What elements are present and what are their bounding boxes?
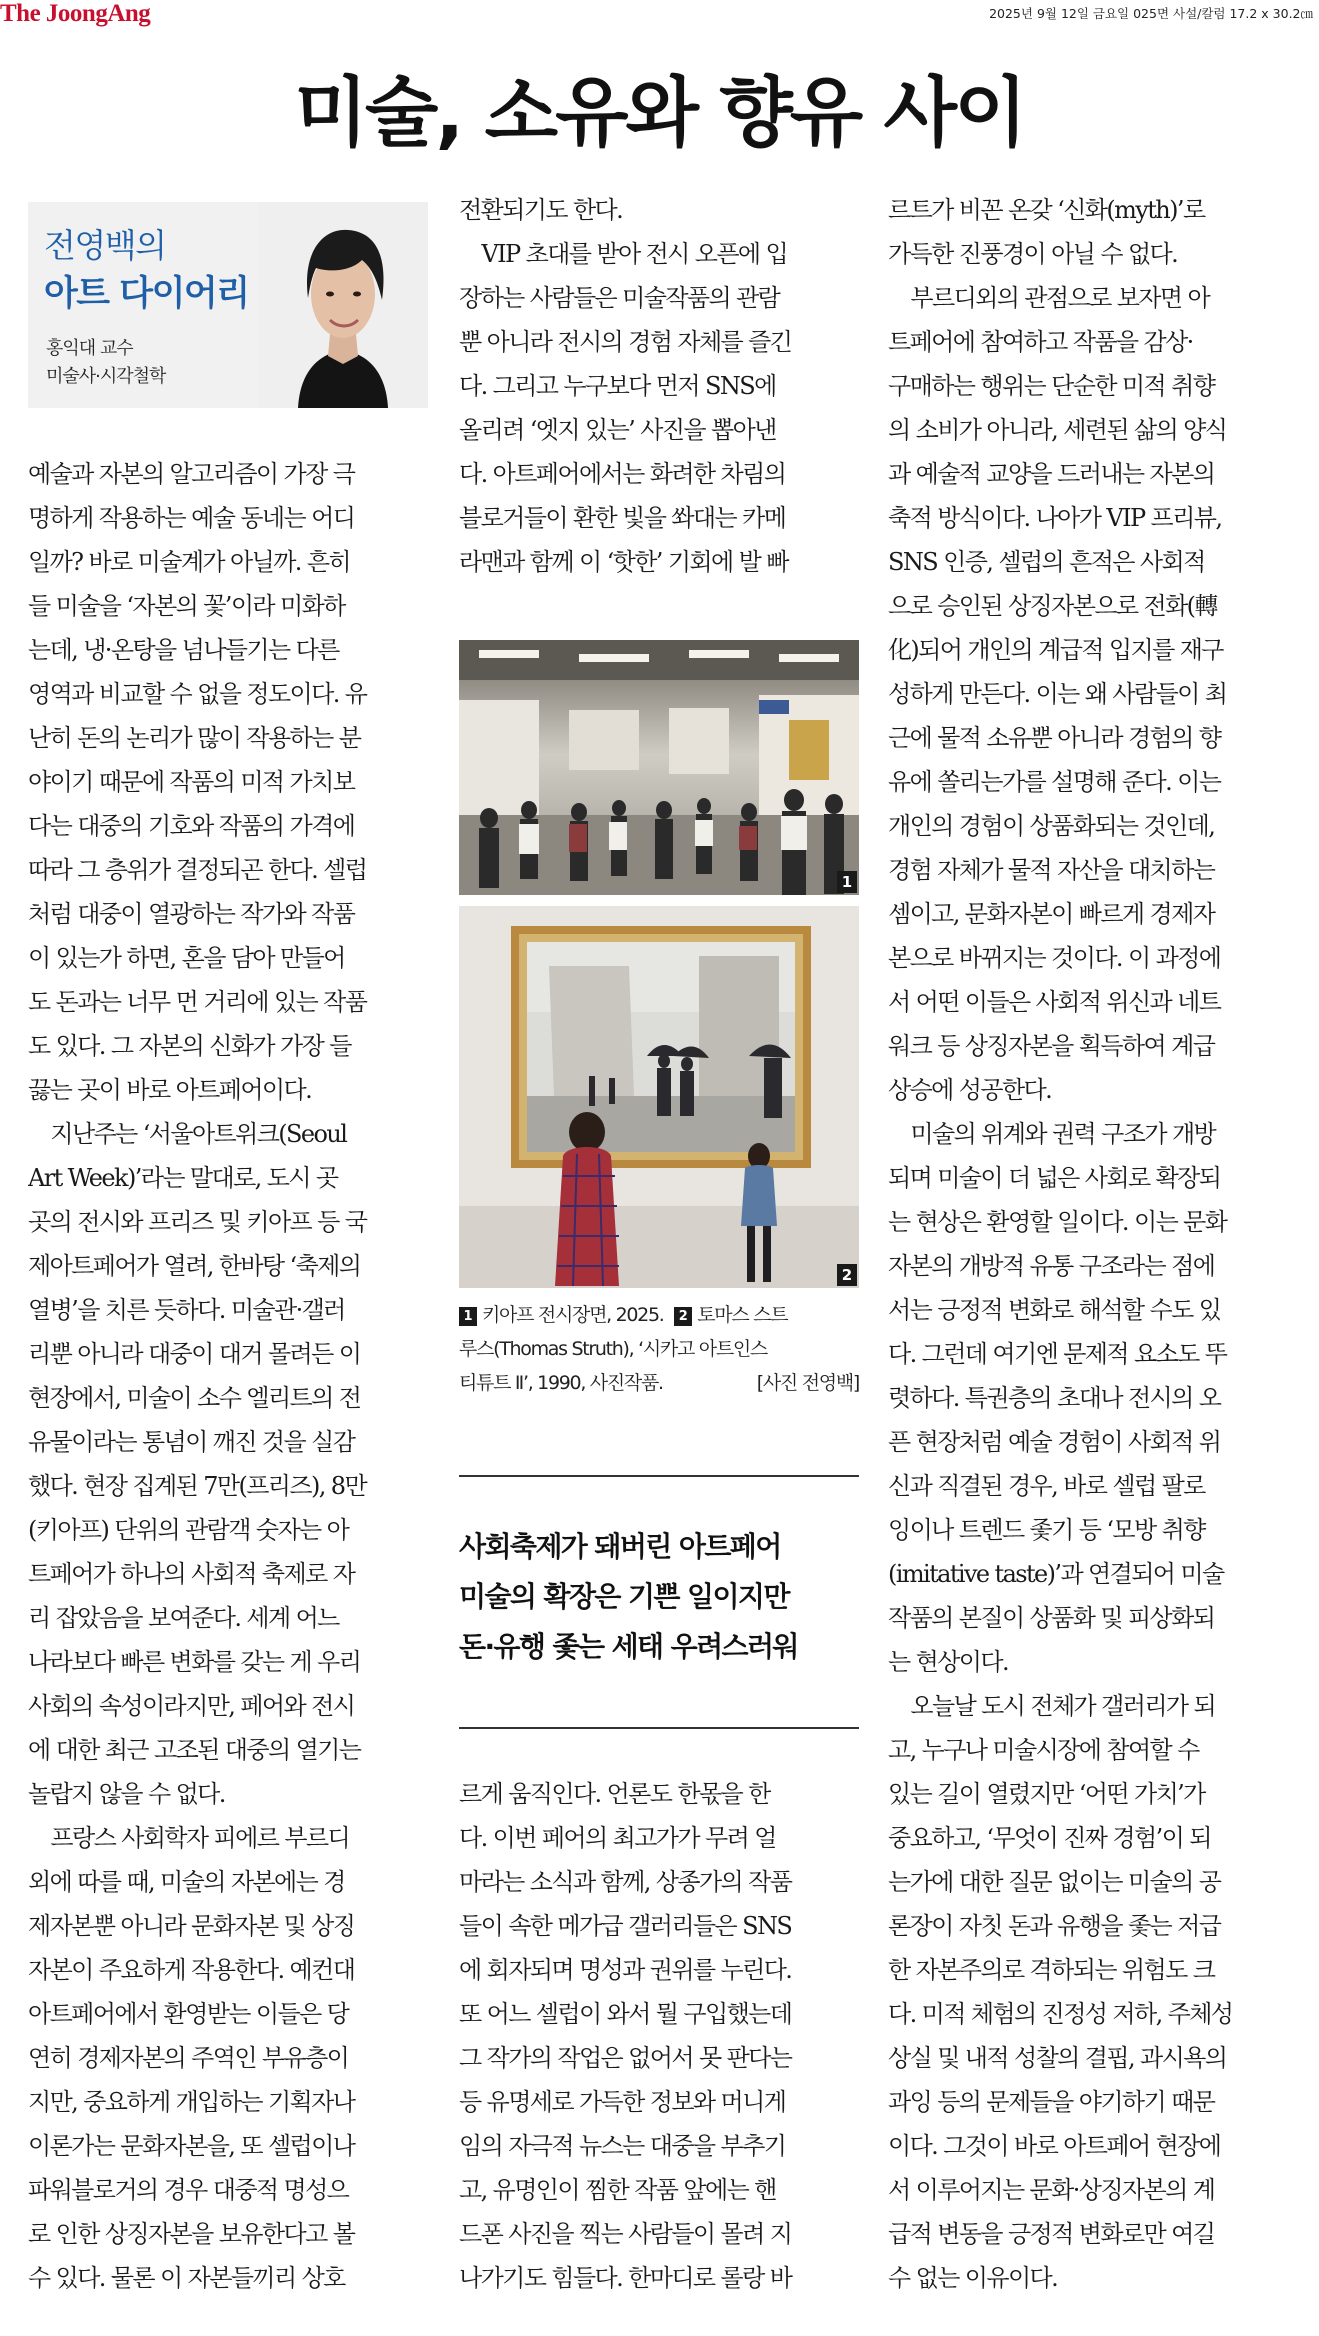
body-text-line: 놀랍지 않을 수 없다. xyxy=(28,1780,225,1808)
body-text-line: 리뿐 아니라 대중이 대거 몰려든 이 xyxy=(28,1340,361,1368)
body-text-line: 고, 누구나 미술시장에 참여할 수 xyxy=(888,1736,1199,1764)
series-title-top: 전영백의 xyxy=(44,226,166,265)
body-text-line: 서는 긍정적 변화로 해석할 수도 있 xyxy=(888,1296,1221,1324)
body-text-line: 등 유명세로 가득한 정보와 머니게 xyxy=(459,2088,786,2116)
article-column-2-top xyxy=(459,188,859,584)
body-text-line: 그 작가의 작업은 없어서 못 판다는 xyxy=(459,2044,792,2072)
article-headline: 미술, 소유와 향유 사이 xyxy=(294,68,1025,157)
body-text-line: 난히 돈의 논리가 많이 작용하는 분 xyxy=(28,724,361,752)
body-text-line: 근에 물적 소유뿐 아니라 경험의 향 xyxy=(888,724,1221,752)
pullquote-line: 사회축제가 돼버린 아트페어 xyxy=(459,1530,781,1563)
body-text-line: 처럼 대중이 열광하는 작가와 작품 xyxy=(28,900,355,928)
body-text-line: 명하게 작용하는 예술 동네는 어디 xyxy=(28,504,355,532)
body-text-line: 로 인한 상징자본을 보유한다고 볼 xyxy=(28,2220,355,2248)
body-text-line: 장하는 사람들은 미술작품의 관람 xyxy=(459,284,780,312)
body-text-line: 워크 등 상징자본을 획득하여 계급 xyxy=(888,1032,1215,1060)
body-text-line: 급적 변동을 긍정적 변화로만 여길 xyxy=(888,2220,1215,2248)
photo-number-badge-1: 1 xyxy=(837,871,857,893)
caption-number-1: 1 xyxy=(459,1307,477,1326)
body-text-line: 드폰 사진을 찍는 사람들이 몰려 지 xyxy=(459,2220,792,2248)
body-text-line: Art Week)’라는 말대로, 도시 곳 xyxy=(28,1164,338,1192)
body-text-line: 고, 유명인이 찜한 작품 앞에는 핸 xyxy=(459,2176,776,2204)
body-text-line: 구매하는 행위는 단순한 미적 취향 xyxy=(888,372,1215,400)
pullquote-line: 미술의 확장은 기쁜 일이지만 xyxy=(459,1580,789,1613)
body-text-line: 이 있는가 하면, 혼을 담아 만들어 xyxy=(28,944,345,972)
body-text-line: 본으로 바뀌지는 것이다. 이 과정에 xyxy=(888,944,1221,972)
body-text-line: 르게 움직인다. 언론도 한몫을 한 xyxy=(459,1780,770,1808)
body-text-line: 픈 현장처럼 예술 경험이 사회적 위 xyxy=(888,1428,1221,1456)
body-text-line: 축적 방식이다. 나아가 VIP 프리뷰, xyxy=(888,504,1222,532)
caption-number-2: 2 xyxy=(674,1307,692,1326)
body-text-line: 외에 따를 때, 미술의 자본에는 경 xyxy=(28,1868,345,1896)
body-text-line: 블로거들이 환한 빛을 쏴대는 카메 xyxy=(459,504,786,532)
body-text-line: 과잉 등의 문제들을 야기하기 때문 xyxy=(888,2088,1215,2116)
body-text-line: 도 있다. 그 자본의 신화가 가장 들 xyxy=(28,1032,351,1060)
body-text-line: 지만, 중요하게 개입하는 기획자나 xyxy=(28,2088,355,2116)
body-text-line: 다. 그리고 누구보다 먼저 SNS에 xyxy=(459,372,776,400)
body-text-line: 자본이 주요하게 작용한다. 예컨대 xyxy=(28,1956,355,1984)
body-text-line: 되며 미술이 더 넓은 사회로 확장되 xyxy=(888,1164,1221,1192)
caption-line-3: 티튜트 Ⅱ’, 1990, 사진작품. xyxy=(459,1372,663,1394)
body-text-line: 는 현상이다. xyxy=(888,1648,1008,1676)
photo-number-badge-2: 2 xyxy=(837,1264,857,1286)
body-text-line: 론장이 자칫 돈과 유행을 좇는 저급 xyxy=(888,1912,1221,1940)
body-text-line: 는가에 대한 질문 없이는 미술의 공 xyxy=(888,1868,1221,1896)
newspaper-logo: The JoongAng xyxy=(0,0,151,27)
body-text-line: 개인의 경험이 상품화되는 것인데, xyxy=(888,812,1215,840)
body-text-line: 라맨과 함께 이 ‘핫한’ 기회에 발 빠 xyxy=(459,548,788,576)
body-text-line: 또 어느 셀럽이 와서 뭘 구입했는데 xyxy=(459,2000,792,2028)
body-text-line: 연히 경제자본의 주역인 부유층이 xyxy=(28,2044,349,2072)
body-text-line: 과 예술적 교양을 드러내는 자본의 xyxy=(888,460,1215,488)
body-text-line: 에 대한 최근 고조된 대중의 열기는 xyxy=(28,1736,361,1764)
body-text-line: 한 자본주의로 격하되는 위험도 크 xyxy=(888,1956,1215,1984)
body-text-line: 리 잡았음을 보여준다. 세계 어느 xyxy=(28,1604,339,1632)
body-text-line: 예술과 자본의 알고리즘이 가장 극 xyxy=(28,460,355,488)
art-fair-crowd-photo xyxy=(459,640,859,895)
body-text-line: 임의 자극적 뉴스는 대중을 부추기 xyxy=(459,2132,786,2160)
body-text-line: 끓는 곳이 바로 아트페어이다. xyxy=(28,1076,312,1104)
byline-box xyxy=(28,202,428,408)
caption-line-2: 루스(Thomas Struth), ‘시카고 아트인스 xyxy=(459,1338,767,1360)
body-text-line: 전환되기도 한다. xyxy=(459,196,623,224)
body-text-line: 마라는 소식과 함께, 상종가의 작품 xyxy=(459,1868,792,1896)
caption-text-1: 키아프 전시장면, 2025. xyxy=(482,1304,664,1326)
body-text-line: 트페어에 참여하고 작품을 감상· xyxy=(888,328,1193,356)
body-text-line: 열병’을 치른 듯하다. 미술관·갤러 xyxy=(28,1296,345,1324)
series-title-bottom: 아트 다이어리 xyxy=(44,274,249,314)
body-text-line: 化)되어 개인의 계급적 입지를 재구 xyxy=(888,636,1223,664)
body-text-line: 곳의 전시와 프리즈 및 키아프 등 국 xyxy=(28,1208,367,1236)
caption-text-2: 토마스 스트 xyxy=(697,1304,788,1326)
body-text-line: 들이 속한 메가급 갤러리들은 SNS xyxy=(459,1912,792,1940)
body-text-line: 가득한 진풍경이 아닐 수 없다. xyxy=(888,240,1178,268)
article-column-3 xyxy=(888,188,1288,2300)
photo-credit: [사진 전영백] xyxy=(756,1372,859,1394)
body-text-line: 경험 자체가 물적 자산을 대치하는 xyxy=(888,856,1215,884)
body-text-line: 수 있다. 물론 이 자본들끼리 상호 xyxy=(28,2264,345,2292)
body-text-line: 다. 그런데 여기엔 문제적 요소도 뚜 xyxy=(888,1340,1227,1368)
body-text-line: 미술의 위계와 권력 구조가 개방 xyxy=(888,1120,1216,1148)
body-text-line: 나가기도 힘들다. 한마디로 롤랑 바 xyxy=(459,2264,792,2292)
body-text-line: 프랑스 사회학자 피에르 부르디 xyxy=(28,1824,350,1852)
body-text-line: 했다. 현장 집계된 7만(프리즈), 8만 xyxy=(28,1472,367,1500)
author-portrait-photo xyxy=(258,202,428,408)
body-text-line: 이론가는 문화자본을, 또 셀럽이나 xyxy=(28,2132,355,2160)
body-text-line: 서 어떤 이들은 사회적 위신과 네트 xyxy=(888,988,1221,1016)
body-text-line: 유에 쏠리는가를 설명해 준다. 이는 xyxy=(888,768,1221,796)
pullquote-bottom-rule xyxy=(459,1727,859,1729)
body-text-line: 상실 및 내적 성찰의 결핍, 과시욕의 xyxy=(888,2044,1227,2072)
body-text-line: 사회의 속성이라지만, 페어와 전시 xyxy=(28,1692,355,1720)
body-text-line: 제아트페어가 열려, 한바탕 ‘축제의 xyxy=(28,1252,361,1280)
body-text-line: 는데, 냉·온탕을 넘나들기는 다른 xyxy=(28,636,339,664)
body-text-line: 작품의 본질이 상품화 및 피상화되 xyxy=(888,1604,1215,1632)
body-text-line: 다는 대중의 기호와 작품의 가격에 xyxy=(28,812,355,840)
photo-caption xyxy=(459,1298,859,1400)
body-text-line: 아트페어에서 환영받는 이들은 당 xyxy=(28,2000,349,2028)
pullquote-line: 돈·유행 좇는 세태 우려스러워 xyxy=(459,1630,798,1663)
body-text-line: 영역과 비교할 수 없을 정도이다. 유 xyxy=(28,680,367,708)
body-text-line: (키아프) 단위의 관람객 숫자는 아 xyxy=(28,1516,349,1544)
body-text-line: 자본의 개방적 유통 구조라는 점에 xyxy=(888,1252,1215,1280)
museum-gallery-painting-photo xyxy=(459,906,859,1288)
issue-info: 2025년 9월 12일 금요일 025면 사설/칼럼 17.2 x 30.2㎝ xyxy=(989,6,1313,21)
body-text-line: 다. 미적 체험의 진정성 저하, 주체성 xyxy=(888,2000,1233,2028)
body-text-line: 야이기 때문에 작품의 미적 가치보 xyxy=(28,768,355,796)
body-text-line: 유물이라는 통념이 깨진 것을 실감 xyxy=(28,1428,355,1456)
author-role: 홍익대 교수 xyxy=(46,338,133,359)
body-text-line: 이다. 그것이 바로 아트페어 현장에 xyxy=(888,2132,1221,2160)
body-text-line: 수 없는 이유이다. xyxy=(888,2264,1058,2292)
body-text-line: 신과 직결된 경우, 바로 셀럽 팔로 xyxy=(888,1472,1205,1500)
body-text-line: 중요하고, ‘무엇이 진짜 경험’이 되 xyxy=(888,1824,1211,1852)
body-text-line: SNS 인증, 셀럽의 흔적은 사회적 xyxy=(888,548,1205,576)
body-text-line: 부르디외의 관점으로 보자면 아 xyxy=(888,284,1210,312)
body-text-line: 나라보다 빠른 변화를 갖는 게 우리 xyxy=(28,1648,361,1676)
article-column-2-bottom xyxy=(459,1772,859,2300)
body-text-line: 잉이나 트렌드 좇기 등 ‘모방 취향 xyxy=(888,1516,1205,1544)
author-field: 미술사·시각철학 xyxy=(46,366,166,387)
body-text-line: 현장에서, 미술이 소수 엘리트의 전 xyxy=(28,1384,361,1412)
body-text-line: 들 미술을 ‘자본의 꽃’이라 미화하 xyxy=(28,592,345,620)
body-text-line: 상승에 성공한다. xyxy=(888,1076,1052,1104)
body-text-line: (imitative taste)’과 연결되어 미술 xyxy=(888,1560,1224,1588)
pullquote-top-rule xyxy=(459,1475,859,1477)
body-text-line: 오늘날 도시 전체가 갤러리가 되 xyxy=(888,1692,1216,1720)
body-text-line: 서 이루어지는 문화·상징자본의 계 xyxy=(888,2176,1215,2204)
body-text-line: 파워블로거의 경우 대중적 명성으 xyxy=(28,2176,349,2204)
body-text-line: 렷하다. 특권층의 초대나 전시의 오 xyxy=(888,1384,1221,1412)
masthead xyxy=(0,0,1319,30)
body-text-line: 는 현상은 환영할 일이다. 이는 문화 xyxy=(888,1208,1227,1236)
article-column-1 xyxy=(28,452,428,2300)
body-text-line: 도 돈과는 너무 먼 거리에 있는 작품 xyxy=(28,988,367,1016)
body-text-line: 일까? 바로 미술계가 아닐까. 흔히 xyxy=(28,548,351,576)
body-text-line: 올리려 ‘엣지 있는’ 사진을 뽑아낸 xyxy=(459,416,776,444)
body-text-line: 따라 그 층위가 결정되곤 한다. 셀럽 xyxy=(28,856,367,884)
body-text-line: 뿐 아니라 전시의 경험 자체를 즐긴 xyxy=(459,328,792,356)
body-text-line: 다. 아트페어에서는 화려한 차림의 xyxy=(459,460,786,488)
body-text-line: 에 회자되며 명성과 권위를 누린다. xyxy=(459,1956,792,1984)
body-text-line: 트페어가 하나의 사회적 축제로 자 xyxy=(28,1560,355,1588)
art-fair-crowd-illustration xyxy=(459,640,859,895)
body-text-line: 의 소비가 아니라, 세련된 삶의 양식 xyxy=(888,416,1227,444)
body-text-line: 있는 길이 열렸지만 ‘어떤 가치’가 xyxy=(888,1780,1205,1808)
body-text-line: 셈이고, 문화자본이 빠르게 경제자 xyxy=(888,900,1215,928)
body-text-line: 으로 승인된 상징자본으로 전화(轉 xyxy=(888,592,1217,620)
pullquote xyxy=(459,1522,859,1672)
body-text-line: 다. 이번 페어의 최고가가 무려 얼 xyxy=(459,1824,776,1852)
body-text-line: 제자본뿐 아니라 문화자본 및 상징 xyxy=(28,1912,355,1940)
body-text-line: 르트가 비꼰 온갖 ‘신화(myth)’로 xyxy=(888,196,1205,224)
body-text-line: VIP 초대를 받아 전시 오픈에 입 xyxy=(459,240,788,268)
museum-gallery-illustration xyxy=(459,906,859,1288)
body-text-line: 지난주는 ‘서울아트위크(Seoul xyxy=(28,1120,347,1148)
body-text-line: 성하게 만든다. 이는 왜 사람들이 최 xyxy=(888,680,1227,708)
